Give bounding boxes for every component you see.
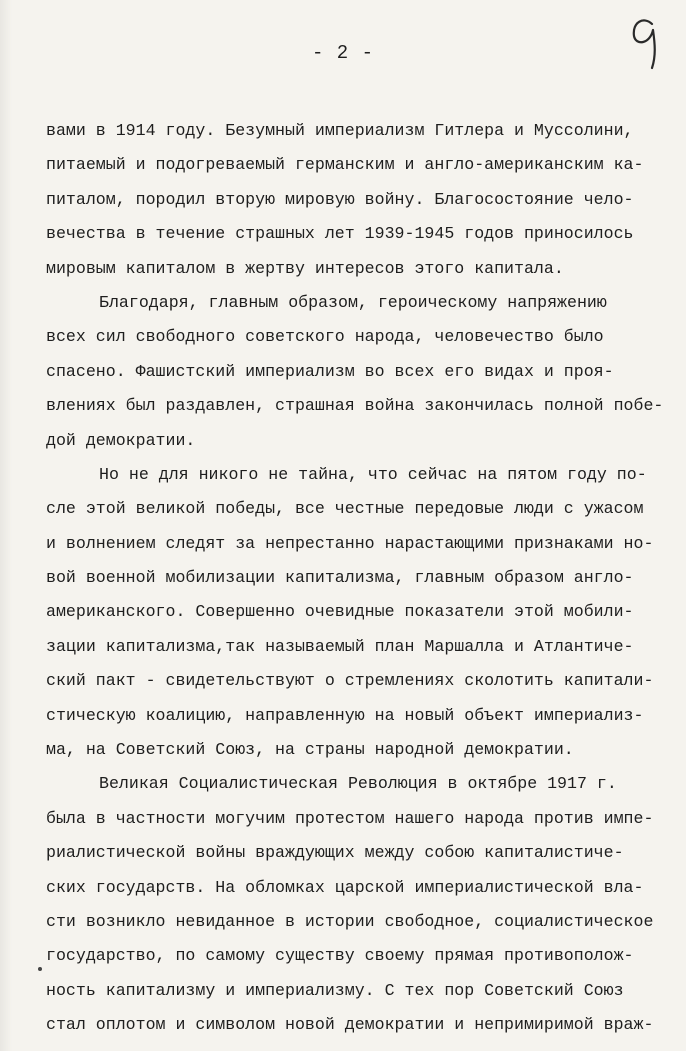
text-line: ма, на Советский Союз, на страны народной демократии.: [46, 740, 574, 760]
text-line: вечества в течение страшных лет 1939-1945 годов приносилось: [46, 224, 634, 244]
text-line: всех сил свободного советского народа, человечество было: [46, 327, 604, 347]
text-line: и волнением следят за непрестанно нарастающими признаками но-: [46, 533, 654, 553]
text-line: спасено. Фашистский империализм во всех его видах и проя-: [46, 361, 614, 381]
text-line: зации капитализма,так называемый план Маршалла и Атлантиче-: [46, 636, 634, 656]
paragraph-first-line: Великая Социалистическая Революция в октябре 1917 г.: [99, 774, 617, 794]
text-line: дой демократии.: [46, 430, 196, 450]
text-line: ность капитализму и империализму. С тех пор Советский Союз: [46, 980, 624, 1000]
text-line: была в частности могучим протестом нашего народа против импе-: [46, 808, 654, 828]
text-line: сле этой великой победы, все честные передовые люди с ужасом: [46, 499, 644, 519]
body-text: [46, 114, 664, 1043]
text-line: риалистической войны враждующих между собою капиталистиче-: [46, 843, 624, 863]
page-number: - 2 -: [311, 42, 374, 64]
paragraph-first-line: Благодаря, главным образом, героическому напряжению: [99, 292, 607, 312]
text-line: влениях был раздавлен, страшная война закончилась полной побе-: [46, 396, 664, 416]
text-line: вой военной мобилизации капитализма, главным образом англо-: [46, 568, 634, 588]
paragraph-first-line: Но не для никого не тайна, что сейчас на пятом году по-: [99, 464, 647, 484]
text-line: мировым капиталом в жертву интересов этого капитала.: [46, 258, 564, 278]
text-line: питалом, породил вторую мировую войну. Благосостояние чело-: [46, 189, 634, 209]
text-line: государство, по самому существу своему прямая противополож-: [46, 946, 634, 966]
text-line: сти возникло невиданное в истории свободное, социалистическое: [46, 911, 654, 931]
text-line: вами в 1914 году. Безумный империализм Гитлера и Муссолини,: [46, 121, 634, 140]
text-line: ских государств. На обломках царской империалистической вла-: [46, 877, 644, 897]
text-line: ский пакт - свидетельствуют о стремлениях сколотить капитали-: [46, 671, 654, 691]
handwritten-folio-number: [622, 10, 672, 72]
margin-dot-mark: [38, 967, 42, 971]
text-line: стал оплотом и символом новой демократии и непримиримой враж-: [46, 1015, 654, 1035]
text-line: питаемый и подогреваемый германским и англо-американским ка-: [46, 155, 644, 175]
text-line: стическую коалицию, направленную на новый объект империализ-: [46, 705, 644, 725]
text-line: американского. Совершенно очевидные показатели этой мобили-: [46, 602, 634, 622]
